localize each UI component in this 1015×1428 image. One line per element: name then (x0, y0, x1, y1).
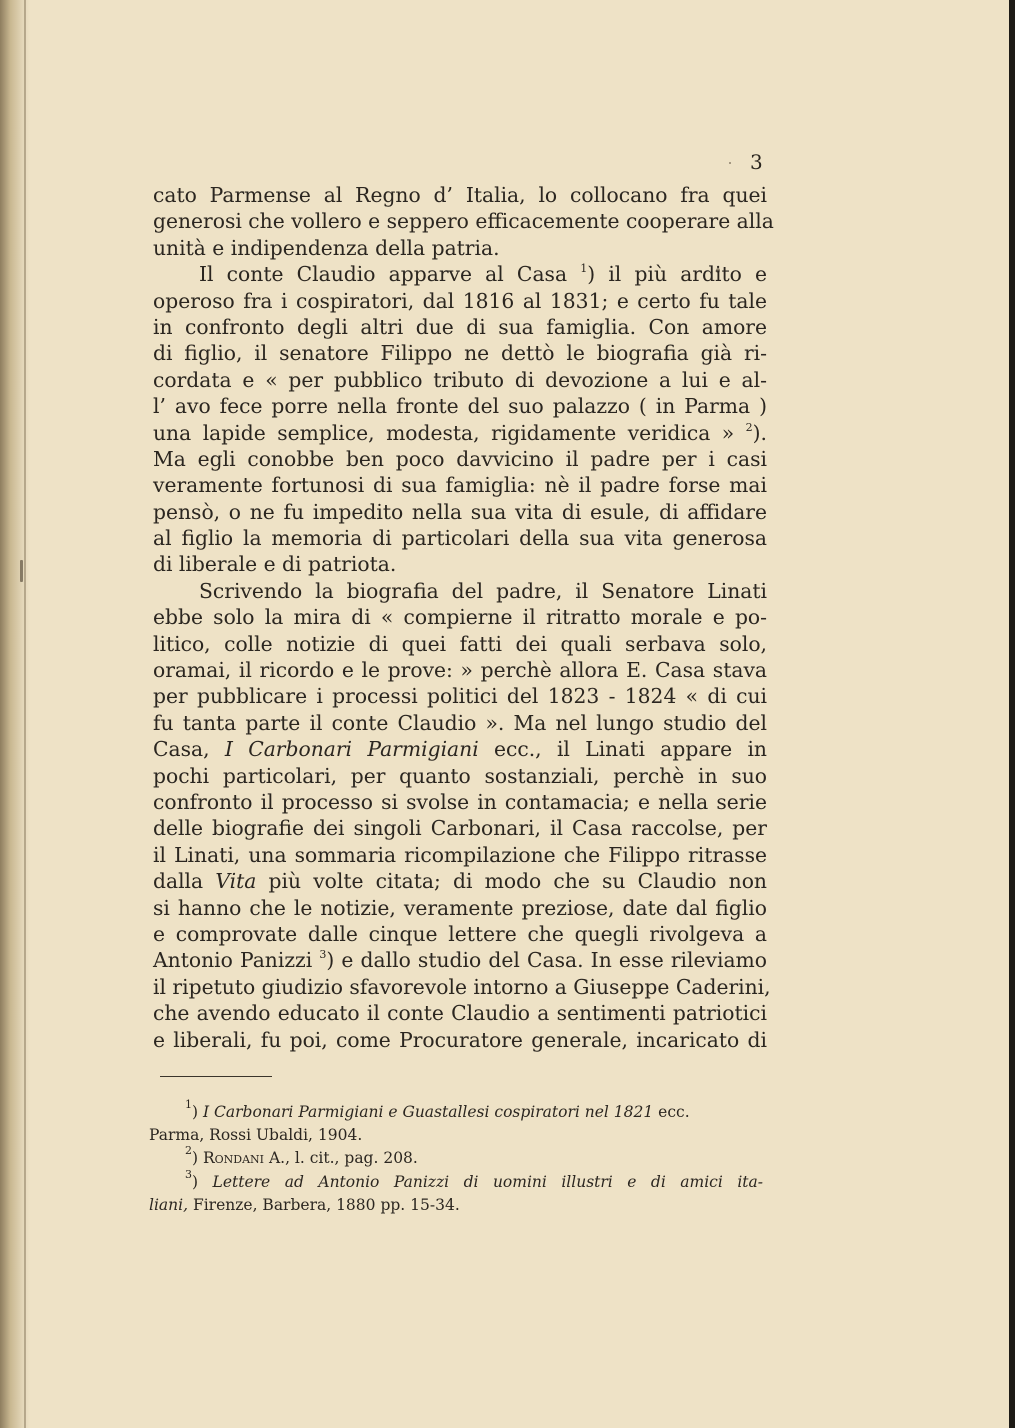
body-text (153, 182, 774, 1053)
italic-text: Lettere ad Antonio Panizzi di uomini illustri e di amici ita- (212, 1172, 763, 1191)
text-line (153, 393, 767, 419)
text-line (153, 261, 767, 287)
italic-text: I Carbonari Parmigiani e Guastallesi cospiratori nel 1821 (202, 1103, 654, 1121)
text-run: oramai, il ricordo e le prove: » perchè allora E. Casa stava (153, 658, 767, 683)
text-line (153, 1027, 767, 1053)
italic-text: Vita (215, 869, 257, 894)
text-line (153, 551, 767, 577)
text-line (153, 499, 767, 525)
text-run: cato Parmense al Regno d’ Italia, lo collocano fra quei (153, 183, 767, 207)
text-line (153, 420, 767, 446)
text-line (153, 288, 767, 314)
text-run: confronto il processo si svolse in contamacia; e nella serie (153, 789, 767, 814)
footnote-marker: 1 (580, 262, 588, 276)
text-run: in confronto degli altri due di sua famiglia. Con amore (153, 314, 767, 339)
binding-gutter-line (24, 0, 26, 1428)
text-run: litico, colle notizie di quei fatti dei quali serbava solo, (153, 631, 767, 656)
footnote-marker: 2 (745, 420, 753, 434)
text-run: il Linati, una sommaria ricompilazione che Filippo ritrasse (153, 842, 767, 867)
text-run: il ripetuto giudizio sfavorevole intorno a Giuseppe Caderini, (153, 974, 771, 999)
footnote-line (149, 1098, 763, 1124)
text-run: l’ avo fece porre nella fronte del suo palazzo ( in Parma ) (153, 394, 767, 419)
text-run: ) (192, 1172, 213, 1191)
text-run: dalla (153, 869, 216, 894)
text-run: per pubblicare i processi politici del 1823 - 1824 « di cui (153, 684, 767, 709)
text-line (153, 842, 767, 868)
text-run: ) e dallo studio del Casa. In esse rileviamo (326, 948, 767, 973)
text-run: ebbe solo la mira di « compierne il ritratto morale e po- (153, 605, 767, 630)
text-line (153, 921, 767, 947)
footnote-marker: 3 (185, 1167, 192, 1181)
text-line (153, 657, 767, 683)
footnotes (149, 1098, 763, 1217)
text-line (153, 525, 767, 551)
text-line (153, 947, 767, 973)
text-line (153, 974, 771, 1000)
page-edge (1009, 0, 1015, 1428)
paper-speck (729, 162, 731, 164)
text-run: pensò, o ne fu impedito nella sua vita di esule, di affidare (153, 499, 767, 524)
text-line (153, 367, 767, 393)
text-run: ) (192, 1149, 203, 1168)
text-line (153, 736, 767, 762)
text-run: pochi particolari, per quanto sostanziali, perchè in suo (153, 763, 767, 788)
text-run: ) (192, 1103, 203, 1121)
footnote-separator (160, 1076, 272, 1077)
text-run: Parma, Rossi Ubaldi, 1904. (149, 1126, 363, 1145)
text-line (153, 710, 767, 736)
text-line (153, 182, 767, 208)
text-run: Scrivendo la biografia del padre, il Senatore Linati (199, 578, 767, 603)
text-run: e comprovate dalle cinque lettere che quegli rivolgeva a (153, 921, 767, 946)
text-run: operoso fra i cospiratori, dal 1816 al 1831; e certo fu tale (153, 288, 767, 313)
italic-text: I Carbonari Parmigiani (224, 737, 479, 762)
footnote-marker: 1 (185, 1098, 192, 1111)
text-run: ecc., il Linati appare in (478, 737, 767, 762)
text-line (153, 895, 767, 921)
text-run: una lapide semplice, modesta, rigidamente veridica » (153, 420, 746, 445)
footnote-line (149, 1194, 763, 1217)
footnote-marker: 2 (185, 1144, 192, 1158)
footnote-line (149, 1124, 763, 1147)
paper-speck (20, 560, 23, 582)
page-number: 3 (750, 150, 763, 174)
text-line (153, 1000, 767, 1026)
text-run: cordata e « per pubblico tributo di devozione a lui e al- (153, 367, 767, 392)
text-run: ) il più ardito e (587, 262, 767, 287)
text-line (153, 604, 767, 630)
text-run: A., l. cit., pag. 208. (264, 1149, 418, 1168)
text-line (153, 235, 767, 261)
text-run: si hanno che le notizie, veramente preziose, date dal figlio (153, 895, 767, 920)
text-run: più volte citata; di modo che su Claudio non (256, 869, 767, 894)
text-line (153, 789, 767, 815)
text-line (153, 472, 767, 498)
text-run: veramente fortunosi di sua famiglia: nè il padre forse mai (153, 473, 767, 498)
text-run: di figlio, il senatore Filippo ne dettò le biografia già ri- (153, 341, 767, 366)
text-run: ). (752, 420, 767, 445)
text-run: Antonio Panizzi (153, 948, 320, 973)
text-line (153, 763, 767, 789)
text-run: al figlio la memoria di particolari della sua vita generosa (153, 526, 767, 551)
text-line (153, 208, 774, 234)
text-line (153, 868, 767, 894)
footnote-marker: 3 (319, 948, 327, 962)
text-run: unità e indipendenza della patria. (153, 235, 500, 260)
text-run: Ma egli conobbe ben poco davvicino il padre per i casi (153, 446, 767, 471)
text-run: Firenze, Barbera, 1880 pp. 15-34. (188, 1195, 460, 1214)
text-line (153, 683, 767, 709)
small-caps-text: Rondani (202, 1149, 265, 1168)
text-run: ecc. (653, 1103, 690, 1121)
text-run: Casa, (153, 737, 225, 762)
text-line (153, 446, 767, 472)
italic-text: liani, (149, 1195, 189, 1214)
text-line (153, 578, 767, 604)
text-run: fu tanta parte il conte Claudio ». Ma nel lungo studio del (153, 710, 767, 735)
footnote-line (149, 1144, 763, 1170)
text-run: che avendo educato il conte Claudio a sentimenti patriotici (153, 1001, 767, 1026)
text-run: e liberali, fu poi, come Procuratore generale, incaricato di (153, 1027, 767, 1052)
text-run: generosi che vollero e seppero efficacemente cooperare alla (153, 209, 774, 234)
text-run: di liberale e di patriota. (153, 552, 397, 577)
text-line (153, 631, 767, 657)
footnote-line (149, 1167, 763, 1194)
text-line (153, 815, 767, 841)
text-run: Il conte Claudio apparve al Casa (199, 262, 581, 287)
text-line (153, 314, 767, 340)
text-line (153, 340, 767, 366)
text-run: delle biografie dei singoli Carbonari, il Casa raccolse, per (153, 816, 767, 841)
